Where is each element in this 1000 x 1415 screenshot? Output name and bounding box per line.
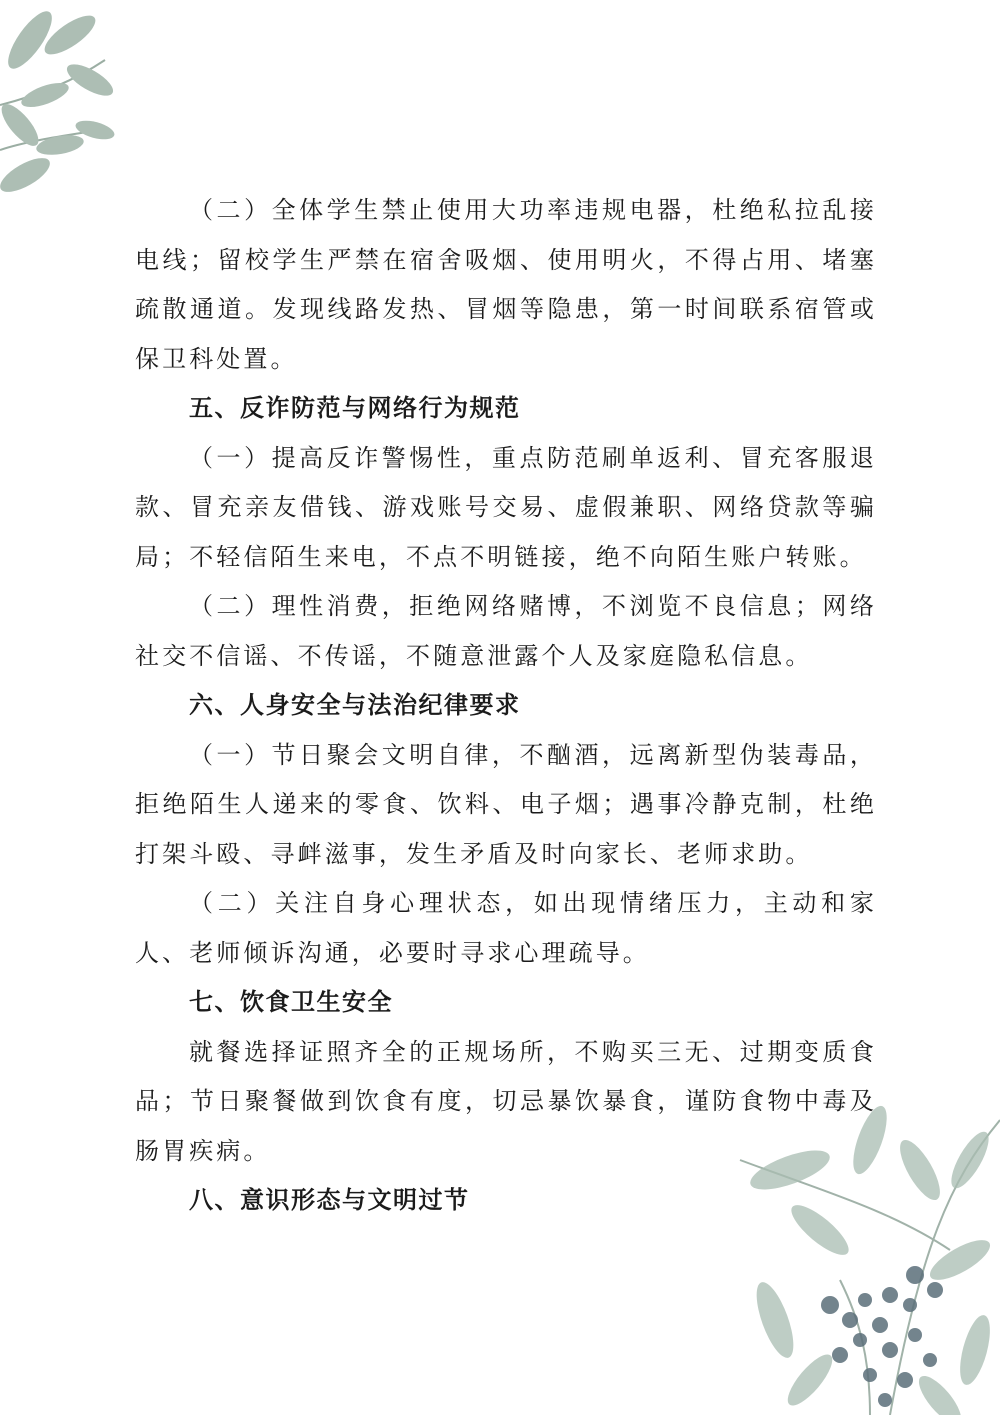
section-heading: 五、反诈防范与网络行为规范 bbox=[189, 394, 521, 422]
section-heading: 六、人身安全与法治纪律要求 bbox=[189, 691, 521, 719]
paragraph: （二）全体学生禁止使用大功率违规电器，杜绝私拉乱接电线；留校学生严禁在宿舍吸烟、使用明火，不得占用、堵塞疏散通道。发现线路发热、冒烟等隐患，第一时间联系宿管或保卫科处置。 bbox=[135, 196, 877, 373]
paragraph: （一）提高反诈警惕性，重点防范刷单返利、冒充客服退款、冒充亲友借钱、游戏账号交易、虚假兼职、网络贷款等骗局；不轻信陌生来电，不点不明链接，绝不向陌生账户转账。 bbox=[135, 443, 877, 571]
paragraph: （二）关注自身心理状态，如出现情绪压力，主动和家人、老师倾诉沟通，必要时寻求心理疏导。 bbox=[135, 889, 877, 967]
section-heading: 八、意识形态与文明过节 bbox=[189, 1186, 470, 1214]
paragraph: 就餐选择证照齐全的正规场所，不购买三无、过期变质食品；节日聚餐做到饮食有度，切忌暴饮暴食，谨防食物中毒及肠胃疾病。 bbox=[135, 1037, 877, 1165]
document-body bbox=[135, 186, 877, 1226]
section-heading: 七、饮食卫生安全 bbox=[189, 988, 393, 1016]
paragraph: （一）节日聚会文明自律，不酗酒，远离新型伪装毒品，拒绝陌生人递来的零食、饮料、电子烟；遇事冷静克制，杜绝打架斗殴、寻衅滋事，发生矛盾及时向家长、老师求助。 bbox=[135, 740, 877, 868]
leaf-branch-decoration bbox=[0, 0, 130, 200]
paragraph: （二）理性消费，拒绝网络赌博，不浏览不良信息；网络社交不信谣、不传谣，不随意泄露个人及家庭隐私信息。 bbox=[135, 592, 877, 670]
